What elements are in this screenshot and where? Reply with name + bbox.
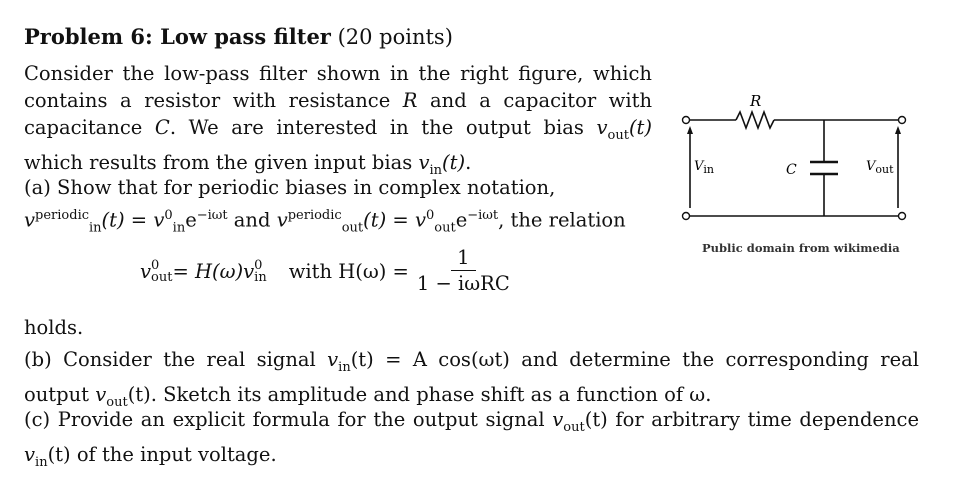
part-a-exp1: e	[185, 208, 197, 232]
part-c-in-sub: in	[35, 454, 48, 470]
intro-end: .	[465, 150, 472, 174]
problem-title-bold: Problem 6: Low pass filter	[24, 24, 331, 49]
part-a-v3: v	[276, 208, 288, 232]
part-b-text1: (b) Consider the real signal	[24, 348, 328, 371]
part-a-sub2: in	[172, 220, 186, 236]
part-c-text2: (t) for arbitrary time dependence	[584, 408, 919, 431]
part-c-in: v	[24, 442, 36, 466]
label-vout-main: V	[866, 159, 876, 174]
terminal-in-bottom	[683, 213, 690, 220]
intro-vout-sub: out	[607, 127, 629, 143]
intro-vout-arg: (t)	[628, 116, 652, 139]
eq-lhs-sup: 0	[151, 257, 160, 273]
label-vout-sub: out	[875, 163, 894, 176]
vin-arrow-head	[687, 126, 693, 134]
intro-R: R	[402, 89, 418, 112]
problem-points: (20 points)	[337, 25, 453, 49]
part-a-sup2: 0	[164, 208, 173, 223]
part-a-expsup2: −iωt	[467, 208, 499, 223]
part-a-sub3: out	[341, 220, 364, 236]
vout-arrow-head	[895, 126, 901, 134]
part-c-out: v	[552, 408, 564, 431]
eq-rhs-sup: 0	[254, 257, 263, 273]
part-a-paragraph	[24, 174, 652, 242]
eq-mid: = H(ω)	[172, 260, 244, 283]
label-vout	[866, 159, 894, 176]
part-a-expsup1: −iωt	[196, 208, 228, 223]
part-a-exp2: e	[455, 208, 468, 232]
terminal-out-top	[899, 117, 906, 124]
intro-text-1: Consider the low-pass filter shown in the right figure, which contains a resistor with resistance	[24, 62, 652, 112]
rc-circuit-diagram	[676, 88, 916, 234]
part-a-arg2: (t) =	[363, 208, 415, 232]
intro-vin-sub: in	[429, 162, 442, 178]
part-b-text2: (t) = A cos(ωt) and determine the corresponding real output	[24, 348, 919, 406]
eq-lhs-scripts	[151, 257, 173, 285]
part-b-out: v	[95, 382, 107, 406]
part-c-text1: (c) Provide an explicit formula for the output signal	[24, 408, 553, 431]
resistor-symbol	[736, 112, 774, 128]
intro-text-3: . We are interested in the output bias	[169, 116, 597, 139]
eq-denominator: 1 − iωRC	[416, 272, 510, 295]
terminal-out-bottom	[899, 213, 906, 220]
intro-vin: v	[418, 150, 430, 174]
label-vin-main: V	[694, 159, 704, 174]
part-b-out-sub: out	[106, 394, 128, 410]
part-a-sup1: periodic	[35, 208, 90, 223]
part-b-signal-sub: in	[338, 359, 351, 375]
part-b-signal: v	[327, 348, 339, 371]
eq-rhs-v: v	[243, 260, 255, 283]
part-c-paragraph	[24, 406, 919, 476]
intro-paragraph	[24, 60, 652, 184]
figure-caption: Public domain from wikimedia	[702, 241, 900, 255]
part-a-sub4: out	[434, 220, 456, 236]
part-c-text3: (t) of the input voltage.	[47, 442, 277, 466]
part-c-out-sub: out	[563, 419, 585, 435]
part-a-lead: (a) Show that for periodic biases in complex notation,	[24, 176, 556, 199]
part-a-sup4: 0	[425, 208, 435, 223]
holds-text: holds.	[24, 316, 84, 339]
intro-text-2: and a capacitor with capacitance	[24, 89, 653, 139]
part-b-text3: (t). Sketch its amplitude and phase shift as a function of ω.	[127, 382, 712, 406]
part-a-sup3: periodic	[287, 208, 342, 223]
part-a-arg1: (t) =	[101, 208, 154, 232]
part-a-v1: v	[24, 208, 36, 232]
eq-lhs-v: v	[140, 260, 152, 283]
part-a-v4: v	[414, 208, 426, 232]
terminal-in-top	[683, 117, 690, 124]
label-vin-sub: in	[703, 163, 714, 176]
eq-rhs-sub: in	[254, 269, 267, 285]
intro-vin-arg: (t)	[442, 150, 466, 174]
label-vin	[694, 159, 714, 176]
eq-rhs-scripts	[254, 257, 267, 285]
part-a-tail: , the relation	[498, 208, 626, 232]
transfer-equation	[140, 246, 510, 297]
label-R: R	[750, 92, 762, 110]
part-a-and: and	[227, 208, 277, 232]
intro-vout: v	[596, 116, 608, 139]
label-C: C	[786, 162, 797, 178]
problem-title	[24, 24, 453, 49]
eq-numerator: 1	[451, 246, 475, 271]
eq-lhs-sub: out	[151, 269, 173, 285]
intro-text-4: which results from the given input bias	[24, 150, 419, 174]
intro-C: C	[154, 116, 170, 139]
part-a-sub1: in	[89, 220, 102, 236]
eq-with: with H(ω) =	[288, 260, 409, 283]
part-a-v2: v	[153, 208, 165, 232]
eq-fraction	[417, 246, 510, 297]
